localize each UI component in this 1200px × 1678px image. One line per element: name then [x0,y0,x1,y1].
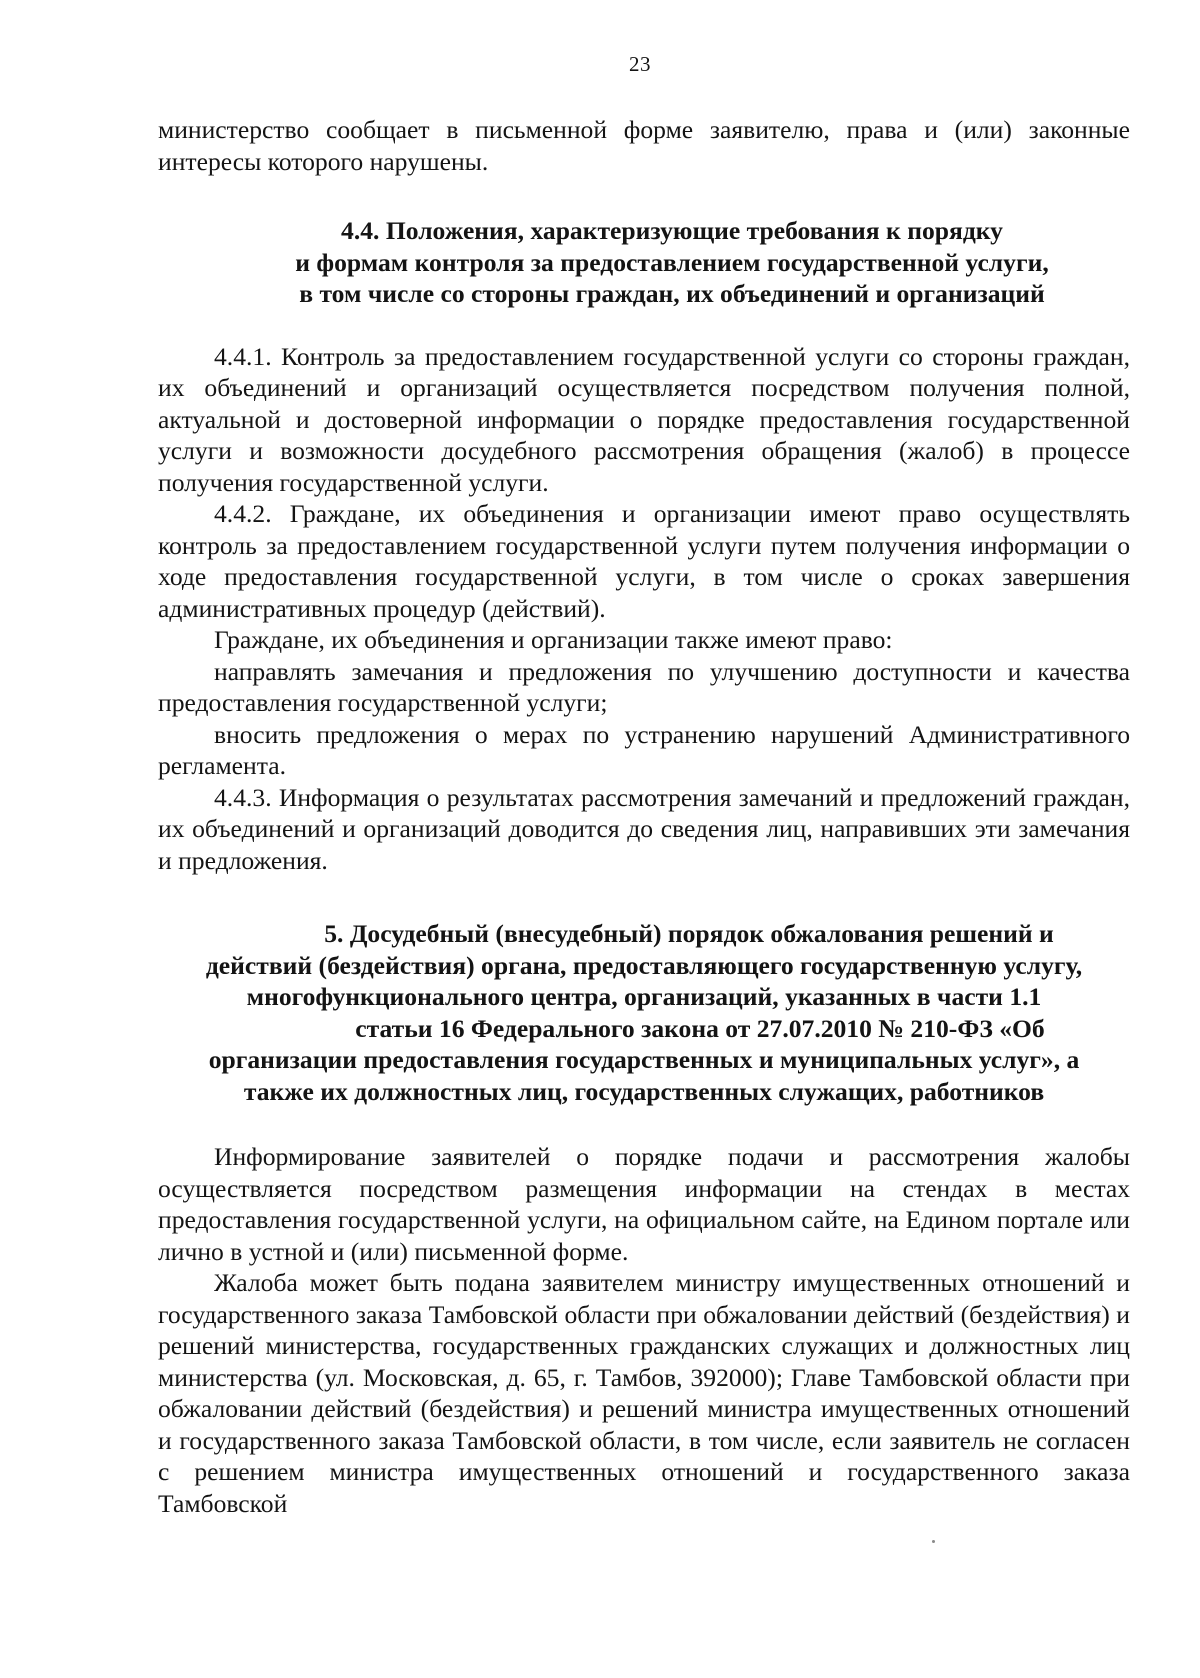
heading-line: в том числе со стороны граждан, их объединений и организаций [299,279,1045,308]
paragraph-4-4-2: 4.4.2. Граждане, их объединения и организации имеют право осуществлять контроль за предоставлением государственной услуги путем получения информации о ходе предоставления государственной услуги, в том числе о сроках завершения административных процедур (действий). [158,499,1130,623]
document-body [158,114,1130,1519]
heading-line: 4.4. Положения, характеризующие требования к порядку [341,216,1003,245]
scan-speck [932,1540,935,1543]
paragraph-complaint: Жалоба может быть подана заявителем министру имущественных отношений и государственного заказа Тамбовской области при обжаловании действий (бездействия) и решений министерства, государственных гражданских служащих и должностных лиц министерства (ул. Московская, д. 65, г. Тамбов, 392000); Главе Тамбовской области при обжаловании действий (бездействия) и решений министра имущественных отношений и государственного заказа Тамбовской области, в том числе, если заявитель не согласен с решением министра имущественных отношений и государственного заказа Тамбовской [158,1268,1130,1518]
heading-line: действий (бездействия) органа, предоставляющего государственную услугу, [205,950,1083,980]
paragraph-right-proposals: вносить предложения о мерах по устранению нарушений Административного регламента. [158,719,1130,780]
paragraph-continuation: министерство сообщает в письменной форме заявителю, права и (или) законные интересы которого нарушены. [158,115,1130,176]
paragraph-4-4-1: 4.4.1. Контроль за предоставлением государственной услуги со стороны граждан, их объединений и организаций осуществляется посредством получения полной, актуальной и достоверной информации о порядке предоставления государственной услуги и возможности досудебного рассмотрения обращения (жалоб) в процессе получения государственной услуги. [158,341,1130,497]
heading-line: многофункционального центра, организаций, указанных в части 1.1 [246,982,1042,1011]
heading-line: статьи 16 Федерального закона от 27.07.2010 № 210-ФЗ «Об [355,1013,1045,1043]
paragraph-4-4-3: 4.4.3. Информация о результатах рассмотрения замечаний и предложений граждан, их объединений и организаций доводится до сведения лиц, направивших эти замечания и предложения. [158,782,1130,875]
heading-line: также их должностных лиц, государственных служащих, работников [243,1076,1045,1106]
heading-line: и формам контроля за предоставлением государственной услуги, [295,247,1049,277]
page-number: 23 [629,52,651,76]
section-5-heading [158,918,1130,1107]
paragraph-right-remarks: направлять замечания и предложения по улучшению доступности и качества предоставления государственной услуги; [158,656,1130,717]
section-4-4-heading [158,215,1130,310]
heading-line: организации предоставления государственных и муниципальных услуг», а [208,1045,1080,1074]
heading-line: 5. Досудебный (внесудебный) порядок обжалования решений и [324,919,1054,948]
paragraph-rights-intro: Граждане, их объединения и организации также имеют право: [214,625,893,654]
paragraph-informing: Информирование заявителей о порядке подачи и рассмотрения жалобы осуществляется посредством размещения информации на стендах в местах предоставления государственной услуги, на официальном сайте, на Едином портале или лично в устной и (или) письменной форме. [158,1142,1130,1266]
